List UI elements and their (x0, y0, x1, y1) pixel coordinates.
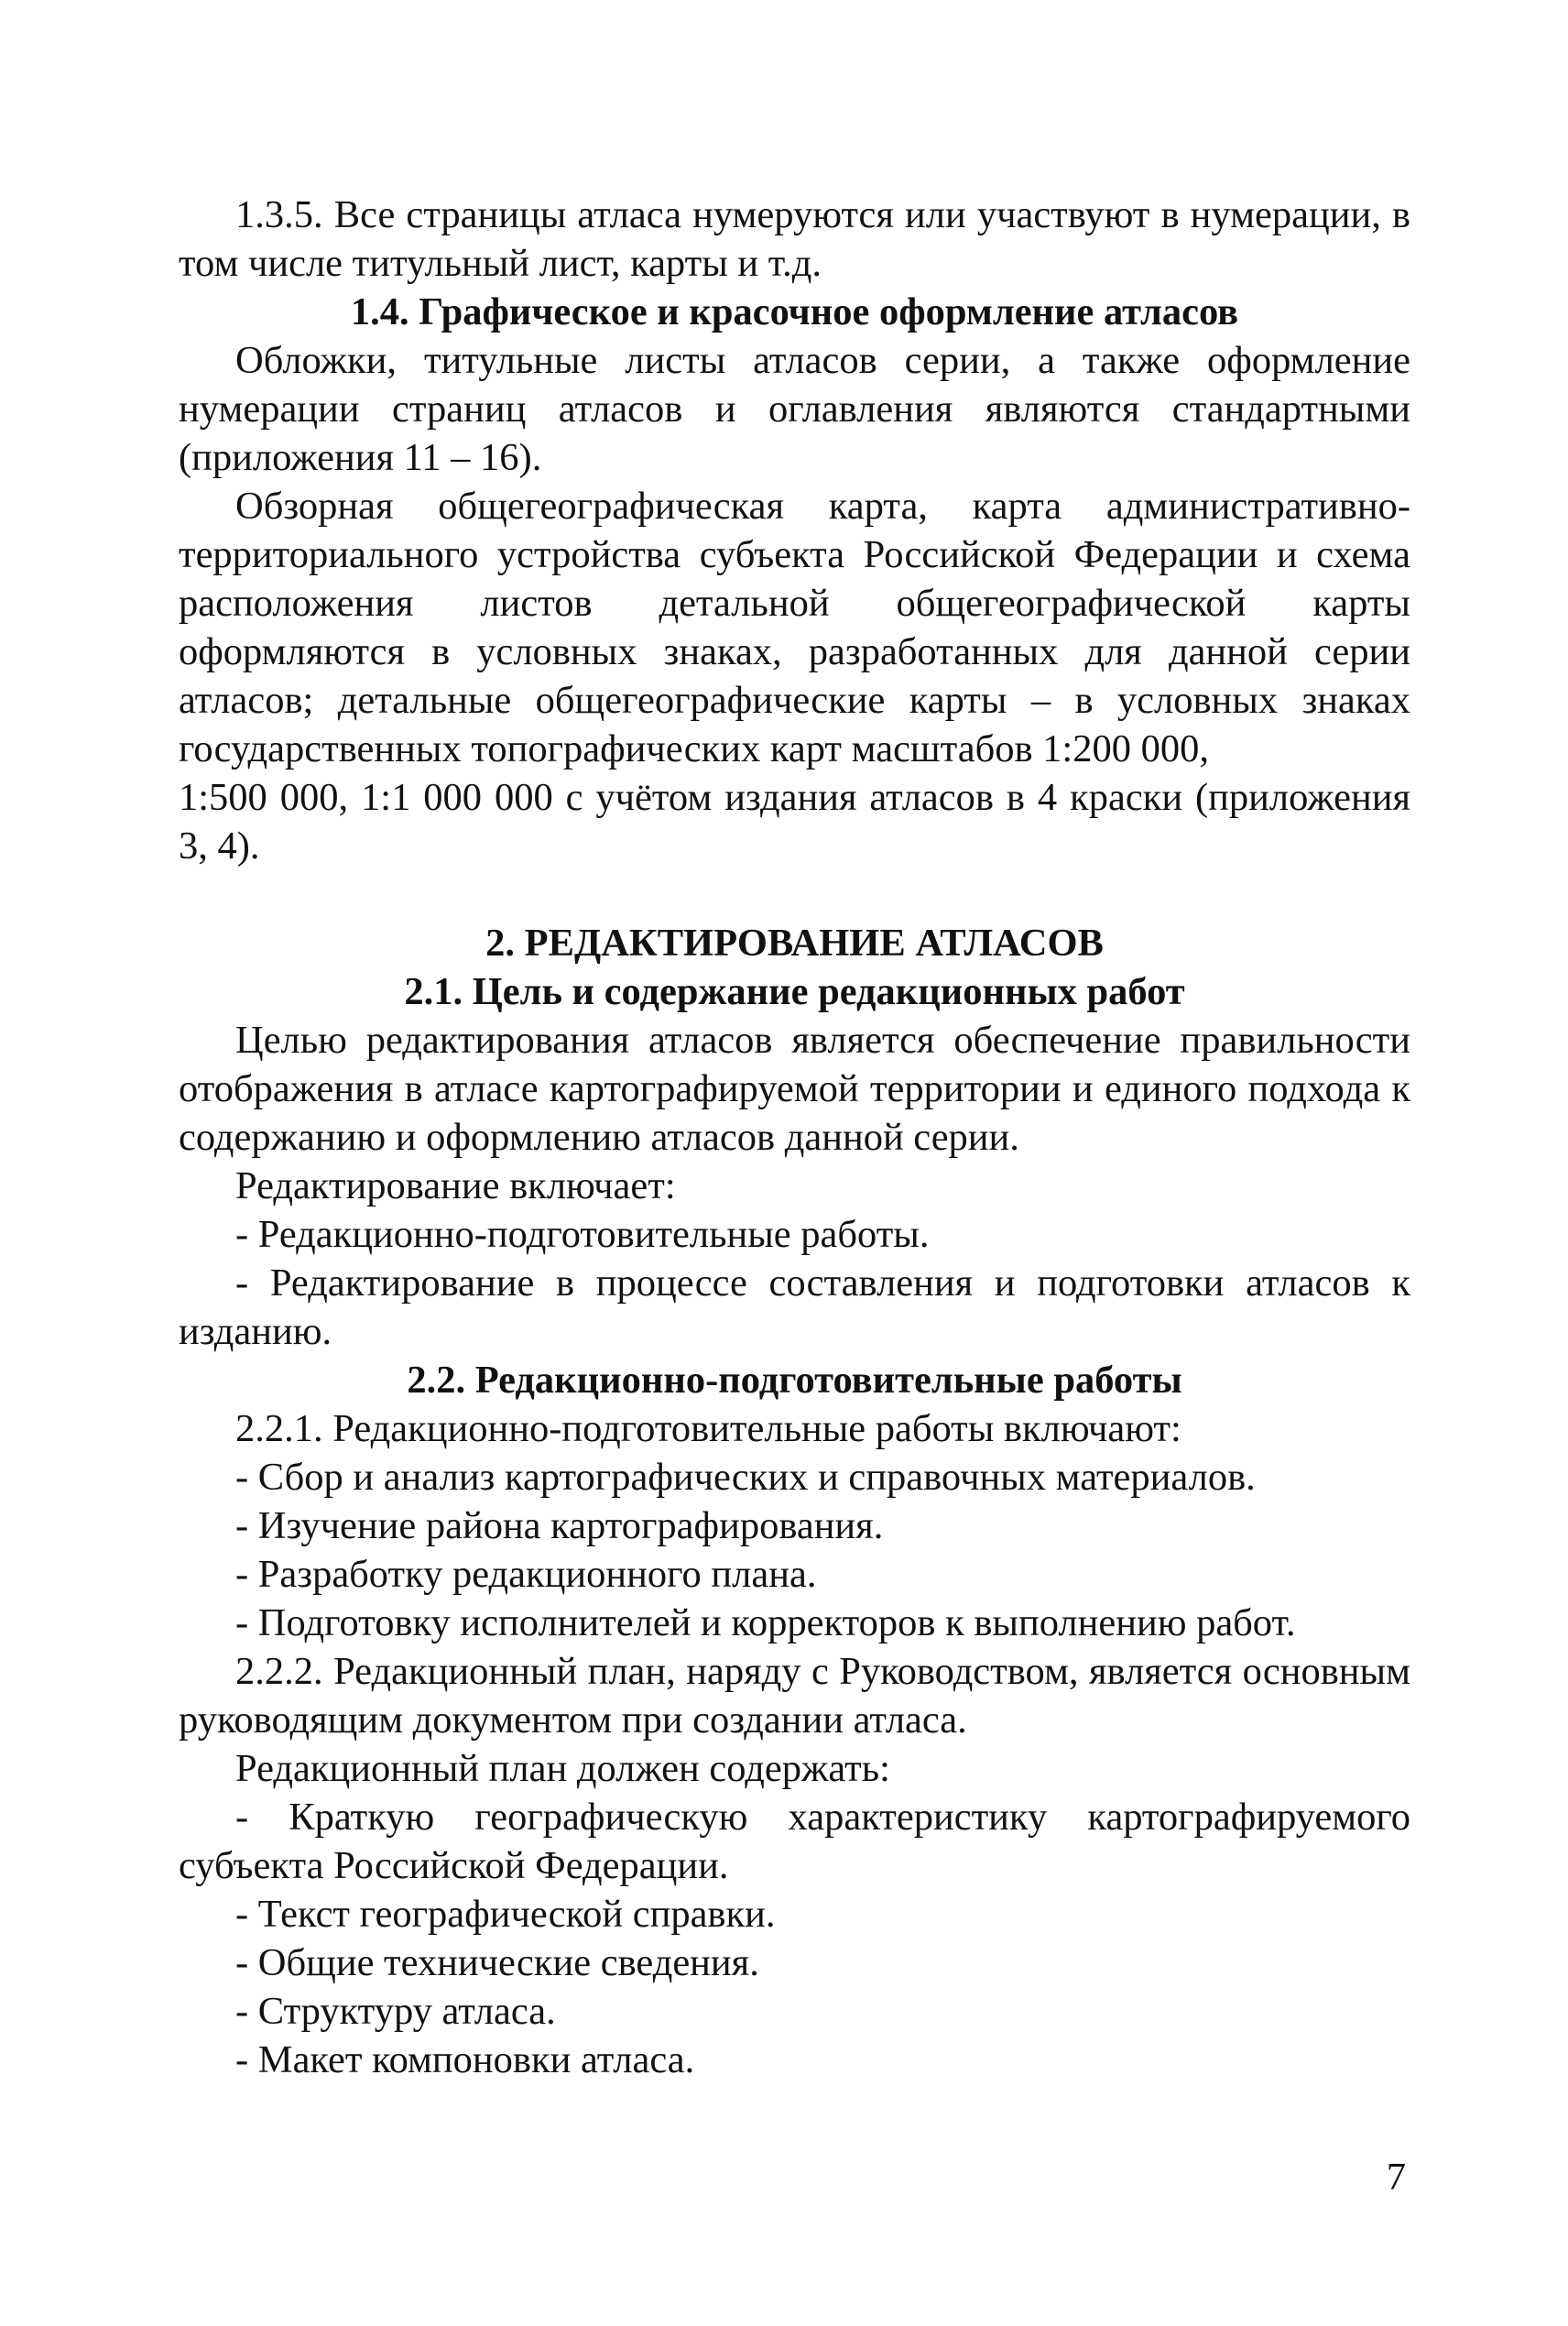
list-item: - Подготовку исполнителей и корректоров к выполнению работ. (235, 1601, 1296, 1644)
list-item: - Общие технические сведения. (235, 1941, 759, 1984)
list-intro-editing: Редактирование включает: (235, 1164, 676, 1207)
heading-2-1: 2.1. Цель и содержание редакционных работ (404, 970, 1185, 1013)
paragraph-1-3-5: 1.3.5. Все страницы атласа нумеруются или участвуют в нумерации, в том числе титульный лист, карты и т.д. (179, 193, 1410, 285)
section-title-2: 2. РЕДАКТИРОВАНИЕ АТЛАСОВ (485, 922, 1104, 965)
page-content (179, 191, 1410, 2084)
paragraph-overview-map: Обзорная общегеографическая карта, карта административно-территориального устройства субъекта Российской Федерации и схема расположения листов детальной общегеографической карты оформляются в условных знаках, разработанных для данной серии атласов; детальные общегеографические карты – в условных знаках государственных топографических карт масштабов 1:200 000, (179, 485, 1410, 770)
list-item: - Редакционно-подготовительные работы. (235, 1213, 930, 1256)
list-item: - Структуру атласа. (235, 1990, 556, 2033)
page-number: 7 (1386, 2156, 1406, 2199)
list-intro-prep-work: 2.2.1. Редакционно-подготовительные работы включают: (235, 1407, 1181, 1450)
list-item: - Редактирование в процессе составления и подготовки атласов к изданию. (179, 1261, 1410, 1353)
paragraph-editing-goal: Целью редактирования атласов является обеспечение правильности отображения в атласе картографируемой территории и единого подхода к содержанию и оформлению атласов данной серии. (179, 1019, 1410, 1159)
paragraph-overview-map-cont: 1:500 000, 1:1 000 000 с учётом издания атласов в 4 краски (приложения 3, 4). (179, 776, 1410, 868)
heading-2-2: 2.2. Редакционно-подготовительные работы (407, 1359, 1182, 1402)
list-item: - Краткую географическую характеристику картографируемого субъекта Российской Федерации. (179, 1796, 1410, 1887)
list-item: - Сбор и анализ картографических и справочных материалов. (235, 1456, 1256, 1499)
heading-1-4: 1.4. Графическое и красочное оформление атласов (350, 290, 1239, 333)
paragraph-2-2-2: 2.2.2. Редакционный план, наряду с Руководством, является основным руководящим документом при создании атласа. (179, 1650, 1410, 1742)
list-intro-plan: Редакционный план должен содержать: (235, 1747, 890, 1790)
list-item: - Текст географической справки. (235, 1893, 776, 1936)
list-item: - Изучение района картографирования. (235, 1504, 884, 1547)
list-item: - Разработку редакционного плана. (235, 1553, 817, 1596)
paragraph-covers: Обложки, титульные листы атласов серии, а также оформление нумерации страниц атласов и оглавления являются стандартными (приложения 11 – 16). (179, 339, 1410, 479)
list-item: - Макет компоновки атласа. (235, 2038, 695, 2081)
